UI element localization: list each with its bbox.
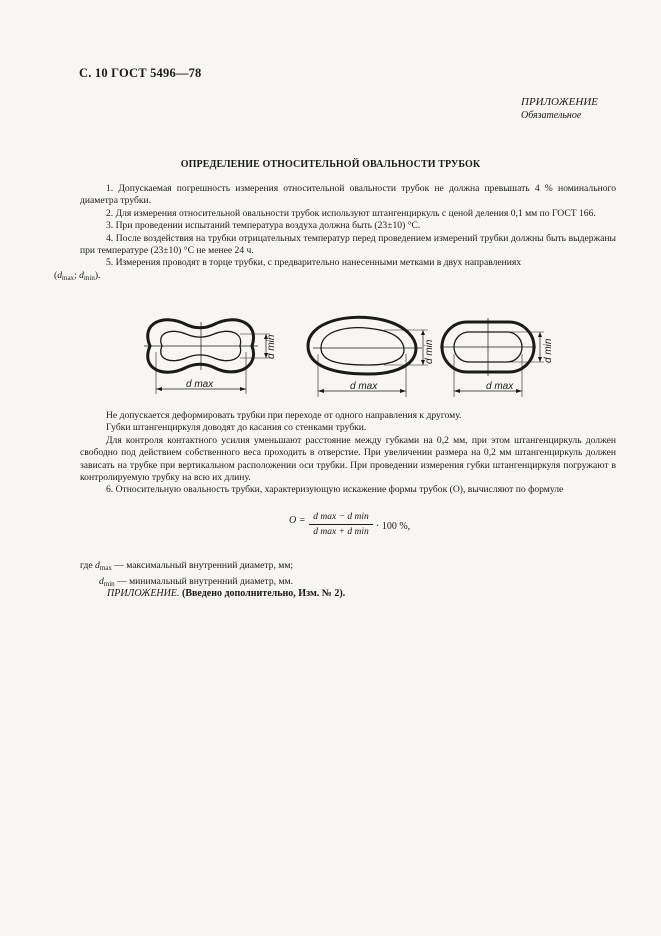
definitions (80, 559, 293, 591)
paragraph-4: 4. После воздействия на трубки отрицательных температур перед проведением измерений трубки должны быть выдержаны при температуре (23±10) °С не менее 24 ч. (80, 232, 616, 257)
definition-dmin: $d_{min}$ — минимальный внутренний диаметр, мм. (99, 576, 293, 588)
appendix-title: ПРИЛОЖЕНИЕ (521, 96, 598, 108)
note-label: ПРИЛОЖЕНИЕ. (107, 588, 180, 599)
tube-cross-section-figures (140, 302, 560, 402)
fig1-dmin-label: d min (266, 334, 277, 359)
fig2-dmax-label: d max (350, 381, 378, 392)
paragraph-1: 1. Допускаемая погрешность измерения относительной овальности трубок не должна превышать 4 % номинального диаметра трубки. (80, 183, 616, 207)
paragraph-7: Губки штангенциркуля доводят до касания со стенками трубки. (106, 422, 367, 434)
fraction-bar (309, 524, 373, 525)
section-title: ОПРЕДЕЛЕНИЕ ОТНОСИТЕЛЬНОЙ ОВАЛЬНОСТИ ТРУБОК (180, 159, 481, 170)
note-text: (Введено дополнительно, Изм. № 2). (182, 588, 346, 599)
body-text-2 (80, 410, 616, 497)
page-header: С. 10 ГОСТ 5496—78 (79, 66, 202, 80)
paragraph-2: 2. Для измерения относительной овальности трубок используют штангенциркуль с ценой деления 0,1 мм по ГОСТ 166. (106, 207, 596, 219)
appendix-label (521, 96, 598, 122)
paragraph-9: 6. Относительную овальность трубки, характеризующую искажение формы трубок (О), вычисляют по формуле (106, 484, 564, 496)
paragraph-6: Не допускается деформировать трубки при переходе от одного направления к другому. (106, 410, 462, 421)
fig1-dmax-label: d max (186, 379, 214, 390)
formula-lhs: O = (289, 515, 306, 526)
formula-tail: · 100 %, (376, 521, 411, 532)
paragraph-5: 5. Измерения проводят в торце трубки, с предварительно нанесенными метками в двух направлениях ($d_{max}$; $d_{min}$). (54, 257, 522, 282)
fig3-dmin-label: d min (543, 338, 554, 363)
fig2-dmin-label: d min (424, 339, 435, 364)
formula-denominator: d max + d min (313, 527, 369, 537)
appendix-subtitle: Обязательное (521, 110, 582, 121)
body-text-1 (54, 183, 616, 284)
amendment-note (107, 588, 345, 599)
paragraph-3: 3. При проведении испытаний температура воздуха должна быть (23±10) °С. (106, 220, 421, 232)
formula-numerator: d max − d min (313, 512, 369, 522)
definition-dmax: где $d_{max}$ — максимальный внутренний диаметр, мм; (80, 560, 294, 572)
fig3-dmax-label: d max (486, 381, 514, 392)
paragraph-8: Для контроля контактного усилия уменьшают расстояние между губками на 0,2 мм, при этом штангенциркуль должен свободно под действием собственного веса проходить в отверстие. При увеличении размера на 0,2 мм штангенциркуль должен зависать на трубке при вертикальном расположении оси трубки. При проведении измерения губки штангенциркуля погружают в контролируемую трубку на всю их длину. (80, 434, 616, 484)
paragraph-5-tail: ($d_{max}$; $d_{min}$). (54, 269, 101, 282)
formula-fraction (309, 512, 373, 537)
